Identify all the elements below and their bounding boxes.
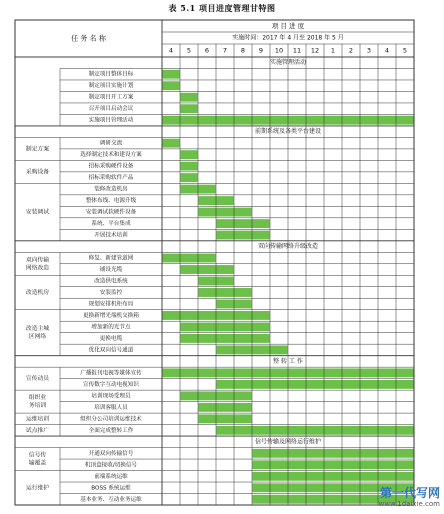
- task-label: 宣传数字互动电视知识: [83, 381, 139, 388]
- section-heading: 实施管理活动: [269, 59, 307, 67]
- month-label: 5: [186, 46, 192, 55]
- group-label: 宣传动员: [25, 376, 50, 383]
- gantt-bar: [162, 81, 180, 90]
- gantt-bar: [162, 70, 180, 79]
- group-label: 运行维护: [25, 485, 50, 492]
- gantt-bar: [198, 288, 252, 297]
- task-label: 全面完成整转工作: [88, 427, 134, 434]
- gantt-bar: [180, 150, 198, 159]
- gantt-bar: [180, 265, 234, 274]
- gantt-bar: [162, 254, 216, 263]
- gantt-bar: [252, 460, 414, 469]
- gantt-bar: [252, 472, 414, 481]
- task-label: 更换新增光端机交换箱: [83, 312, 139, 319]
- gantt-bar: [216, 231, 270, 240]
- watermark-url: www.1daixie.com: [378, 500, 440, 508]
- month-label: 1: [330, 46, 336, 55]
- gantt-bar: [180, 104, 198, 113]
- group-label: 采购设备: [25, 169, 50, 176]
- gantt-bar: [198, 414, 252, 423]
- watermark-text: 第一代写网: [379, 486, 440, 500]
- gantt-bar: [180, 93, 198, 102]
- month-label: 11: [292, 46, 302, 55]
- month-label: 3: [366, 46, 372, 55]
- task-label: 开展技术培训: [94, 232, 128, 239]
- month-label: 10: [274, 46, 284, 55]
- month-label: 8: [240, 46, 246, 55]
- gantt-bar: [180, 162, 198, 171]
- task-label: 基本业务、互动业务运维: [80, 496, 142, 503]
- group-label: 制定方案: [25, 146, 50, 153]
- task-label: 组织分公司培训运维技术: [80, 416, 142, 423]
- section-heading: 双向传输网络升级改造: [257, 243, 319, 251]
- watermark-logo: [348, 486, 440, 512]
- task-label: 前端系统运维: [94, 473, 128, 480]
- group-label-line1: 组织业: [28, 395, 47, 402]
- group-label: 运维培训: [25, 416, 50, 423]
- group-label-line1: 改造主城: [25, 326, 50, 333]
- gantt-bar: [216, 380, 414, 389]
- month-label: 4: [384, 46, 390, 55]
- gantt-bar: [198, 208, 252, 217]
- month-label: 4: [168, 46, 174, 55]
- group-label: 安装调试: [25, 209, 50, 216]
- month-label: 2: [348, 46, 354, 55]
- section-heading: 前期系统及各类平台建设: [254, 128, 322, 136]
- section-heading: 信号传输及网络运行维护: [254, 438, 322, 446]
- section-heading: 整 转 工 作: [273, 357, 303, 365]
- gantt-bar: [198, 403, 252, 412]
- task-label: 安装监控: [99, 289, 123, 296]
- task-label: 整体布线、电源升级: [85, 198, 137, 205]
- gantt-bar: [180, 173, 198, 182]
- task-label: 规划安排机柜布局: [88, 301, 134, 308]
- task-label: 优化双向信号通道: [88, 347, 134, 354]
- header-project: 项 目 进 度: [271, 22, 305, 30]
- month-label: 5: [402, 46, 408, 55]
- group-label: 试点推广: [25, 427, 50, 434]
- gantt-bar: [180, 334, 270, 343]
- task-label: 增加新的光节点: [91, 324, 131, 331]
- month-label: 6: [204, 46, 210, 55]
- task-label: 招标采购硬件设备: [88, 163, 134, 170]
- gantt-bar: [252, 449, 414, 458]
- month-label: 9: [258, 46, 264, 55]
- task-label: 铺设光缆: [99, 267, 123, 274]
- task-label: 制定项目整体目标: [88, 71, 134, 78]
- task-label: 安装调试软硬件设备: [85, 209, 137, 216]
- gantt-bar: [216, 426, 414, 435]
- group-label: 改造机房: [25, 289, 50, 296]
- task-label: 改造供电系统: [94, 278, 128, 285]
- table-title: 表 5.1 项目进度管理甘特图: [168, 3, 276, 13]
- task-label: 制定项目实施计划: [88, 83, 134, 90]
- task-label: 招标采购软件产品: [88, 175, 134, 182]
- gantt-bar: [162, 139, 180, 148]
- task-label: 调研交流: [99, 140, 123, 147]
- group-label-line2: 网络改造: [25, 265, 50, 272]
- group-label-line1: 双向传输: [25, 257, 50, 264]
- task-label: 培训客服人员: [94, 404, 128, 411]
- gantt-bar: [180, 323, 270, 332]
- month-label: 12: [310, 46, 320, 55]
- task-label: BOSS 系统运维: [91, 485, 131, 492]
- task-label: 开通双向传输信号: [88, 450, 134, 457]
- task-label: 修复、新建管道网: [88, 255, 134, 262]
- task-label: 召开项目启动会议: [88, 106, 134, 113]
- task-label: 实施项目管理活动: [88, 117, 134, 124]
- task-label: 装修改造机房: [94, 186, 128, 193]
- task-label: 制定项目开工方案: [88, 94, 134, 101]
- group-label-line2: 务培训: [28, 403, 47, 410]
- month-label: 7: [222, 46, 228, 55]
- task-label: 机顶盒接收/切换信号: [84, 462, 138, 469]
- task-label: 系统、平台集成: [91, 221, 131, 228]
- task-label: 培训现场受理员: [91, 393, 131, 400]
- header-task-name: 任 务 名 称: [71, 34, 106, 43]
- group-label-line2: 输覆盖: [28, 460, 47, 467]
- task-label: 选择制定技术和建设方案: [80, 152, 142, 159]
- gantt-bar: [216, 219, 270, 228]
- task-label: 广播报刊电视等媒体宣传: [80, 370, 142, 377]
- task-label: 更换电缆: [99, 335, 123, 342]
- group-label-line1: 信号传: [28, 452, 47, 459]
- header-period: 实施时间：2017 年 4 月至 2018 年 5 月: [232, 34, 344, 42]
- group-label-line2: 区网络: [28, 334, 47, 341]
